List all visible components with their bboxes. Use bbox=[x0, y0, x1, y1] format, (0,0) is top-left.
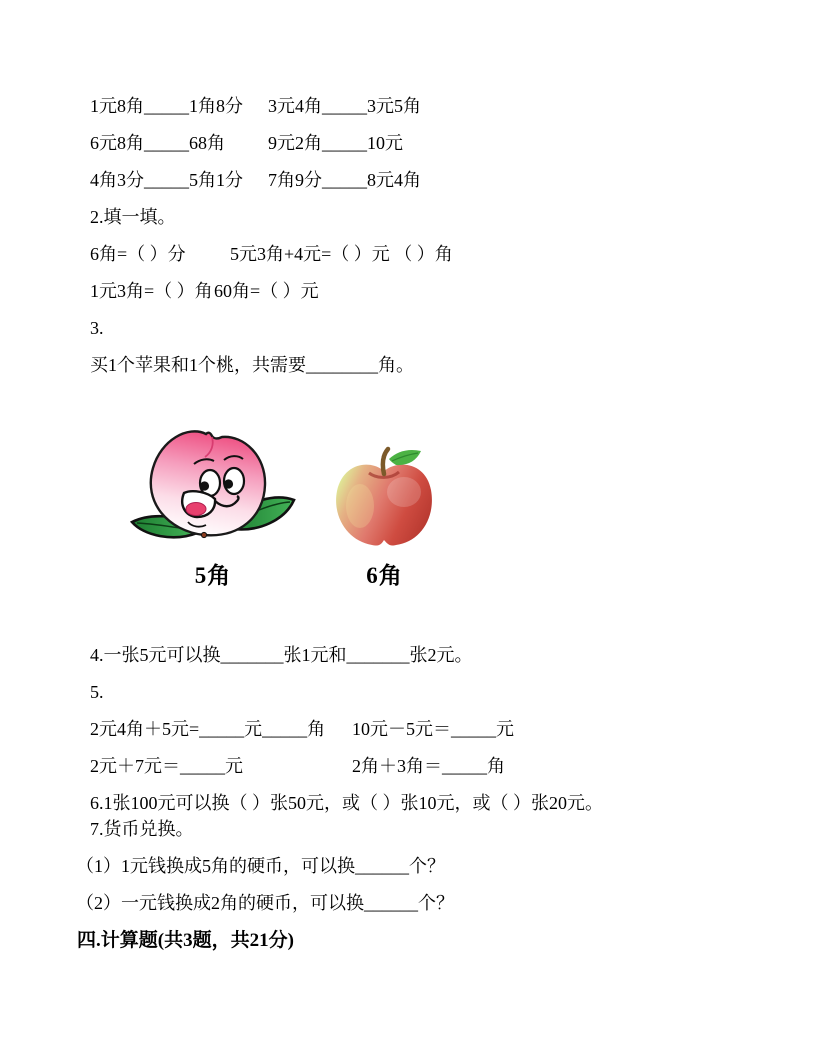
apple-price-label: 6角 bbox=[366, 563, 403, 588]
q1-row-2-right: 9元2角_____10元 bbox=[268, 133, 403, 153]
q2-row-2 bbox=[90, 281, 766, 301]
peach-price-label: 5角 bbox=[194, 563, 232, 588]
peach-image bbox=[128, 423, 298, 549]
q4-text: 4.一张5元可以换_______张1元和_______张2元。 bbox=[90, 645, 473, 665]
q7-item-1: （1）1元钱换成5角的硬币，可以换______个？ bbox=[76, 856, 445, 876]
q1-row-3-left: 4角3分_____5角1分 bbox=[90, 170, 243, 190]
peach-figure bbox=[128, 423, 298, 589]
q2-row-1-right: 5元3角+4元=（ ）元 （ ）角 bbox=[230, 244, 453, 264]
q1-row-1-right: 3元4角_____3元5角 bbox=[268, 96, 421, 116]
q5-row-1-right: 10元－5元＝_____元 bbox=[352, 719, 514, 739]
q5-row-1-left: 2元4角＋5元=_____元_____角 bbox=[90, 719, 326, 739]
q1-row-1-left: 1元8角_____1角8分 bbox=[90, 96, 243, 116]
q2-row-2-right: 60角=（ ）元 bbox=[214, 281, 319, 301]
apple-figure bbox=[332, 446, 437, 589]
q2-fill-section bbox=[90, 207, 766, 301]
q5-row-1 bbox=[90, 719, 766, 739]
peach-column bbox=[128, 423, 298, 589]
q1-row-2-left: 6元8角_____68角 bbox=[90, 133, 225, 153]
q5-row-2-right: 2角＋3角＝_____角 bbox=[352, 756, 505, 776]
q1-row-2 bbox=[90, 133, 766, 153]
section4-heading: 四.计算题(共3题，共21分) bbox=[77, 930, 294, 951]
q1-compare-section bbox=[90, 96, 766, 190]
q3-number: 3. bbox=[90, 318, 104, 338]
q1-row-1 bbox=[90, 96, 766, 116]
q7-item-2: （2）一元钱换成2角的硬币，可以换______个？ bbox=[76, 893, 454, 913]
q3-figures bbox=[128, 421, 766, 589]
q5-row-2-left: 2元＋7元＝_____元 bbox=[90, 756, 243, 776]
q7-exchange-section bbox=[76, 819, 766, 913]
q2-row-1-left: 6角=（ ）分 bbox=[90, 244, 186, 264]
q3-fruit-section bbox=[90, 318, 766, 589]
q2-row-1 bbox=[90, 244, 766, 264]
q5-calc-section bbox=[90, 682, 766, 776]
q2-row-2-left: 1元3角=（ ）角 bbox=[90, 281, 213, 301]
apple-image bbox=[332, 446, 437, 549]
q5-row-2 bbox=[90, 756, 766, 776]
q2-title: 2.填一填。 bbox=[90, 207, 176, 227]
q1-row-3 bbox=[90, 170, 766, 190]
apple-column bbox=[332, 446, 437, 589]
q5-number: 5. bbox=[90, 682, 104, 702]
q6-text: 6.1张100元可以换（ ）张50元，或（ ）张10元，或（ ）张20元。 bbox=[90, 793, 603, 813]
q1-row-3-right: 7角9分_____8元4角 bbox=[268, 170, 421, 190]
q3-prompt: 买1个苹果和1个桃，共需要________角。 bbox=[90, 355, 414, 375]
q7-title: 7.货币兑换。 bbox=[90, 819, 194, 839]
